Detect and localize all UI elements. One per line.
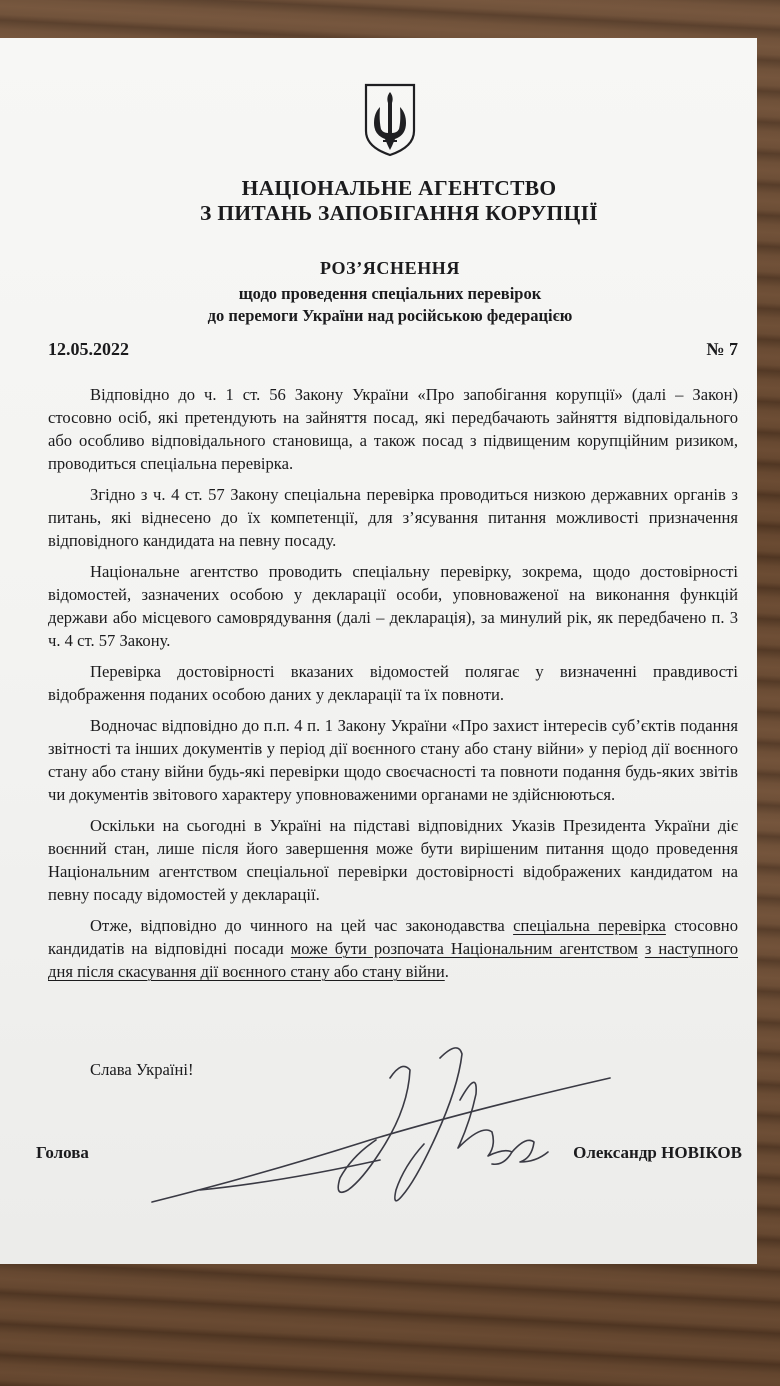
signatory-name: Олександр НОВІКОВ [573, 1143, 742, 1162]
document-date: 12.05.2022 [48, 339, 129, 359]
paragraph-7 [48, 914, 738, 983]
document-body [48, 383, 738, 991]
underlined-may-start: може бути розпочата Національним агентством [290, 939, 638, 958]
paragraph-7-text-a: Отже, відповідно до чинного на цей час законодавства [90, 916, 505, 935]
paragraph-5: Водночас відповідно до п.п. 4 п. 1 Закону України «Про захист інтересів суб’єктів подання звітності та інших документів у період дії воєнного стану або стану війни» у період дії воєнного стану або стану війни будь-які перевірки щодо своєчасності та повноти подання будь-яких звітів чи документів звітового характеру уповноваженими органами не здійснюються. [48, 716, 738, 804]
paragraph-3: Національне агентство проводить спеціальну перевірку, зокрема, щодо достовірності відомостей, зазначених особою у декларації особи, уповноваженої на виконання функцій держави або місцевого самоврядування (далі – декларація), за минулий рік, як передбачено п. 3 ч. 4 ст. 57 Закону. [48, 562, 738, 650]
document-subject [0, 283, 780, 327]
underlined-special-check: спеціальна перевірка [513, 916, 666, 935]
underlined-after-martial-law: з наступного дня після скасування дії воєнного стану або стану війни [48, 939, 739, 981]
paragraph-6: Оскільки на сьогодні в Україні на підставі відповідних Указів Президента України діє воєнний стан, лише після його завершення може бути вирішеним питання щодо проведення Національним агентством спеціальної перевірки достовірності відображених кандидатом на певну посаду відомостей у декларації. [48, 816, 738, 904]
paragraph-7-end: . [444, 962, 449, 981]
coat-of-arms-icon [363, 83, 417, 157]
subject-line-2: до перемоги України над російською федерацією [207, 306, 573, 325]
closing-greeting: Слава Україні! [90, 1060, 194, 1079]
agency-name [0, 176, 780, 226]
paragraph-1: Відповідно до ч. 1 ст. 56 Закону України «Про запобігання корупції» (далі – Закон) стосовно осіб, які претендують на зайняття посад, які передбачають зайняття відповідального або особливо відповідального становища, а також посад з підвищеним корупційним ризиком, проводиться спеціальна перевірка. [48, 385, 738, 473]
document-type: РОЗ’ЯСНЕННЯ [320, 258, 460, 278]
agency-line-2: З ПИТАНЬ ЗАПОБІГАННЯ КОРУПЦІЇ [200, 201, 598, 225]
agency-line-1: НАЦІОНАЛЬНЕ АГЕНТСТВО [241, 176, 557, 200]
paragraph-7-text-c: стосовно кандидатів на відповідні посади [48, 916, 738, 958]
paragraph-4: Перевірка достовірності вказаних відомостей полягає у визначенні правдивості відображення поданих особою даних у декларації та їх повноти. [48, 662, 738, 704]
handwritten-signature [140, 1040, 660, 1230]
subject-line-1: щодо проведення спеціальних перевірок [238, 284, 542, 303]
document-number: № 7 [706, 339, 738, 359]
signatory-title: Голова [36, 1143, 89, 1162]
paragraph-2: Згідно з ч. 4 ст. 57 Закону спеціальна перевірка проводиться низкою державних органів з питань, які віднесено до їх компетенції, для з’ясування питання можливості призначення відповідного кандидата на певну посаду. [48, 485, 738, 550]
